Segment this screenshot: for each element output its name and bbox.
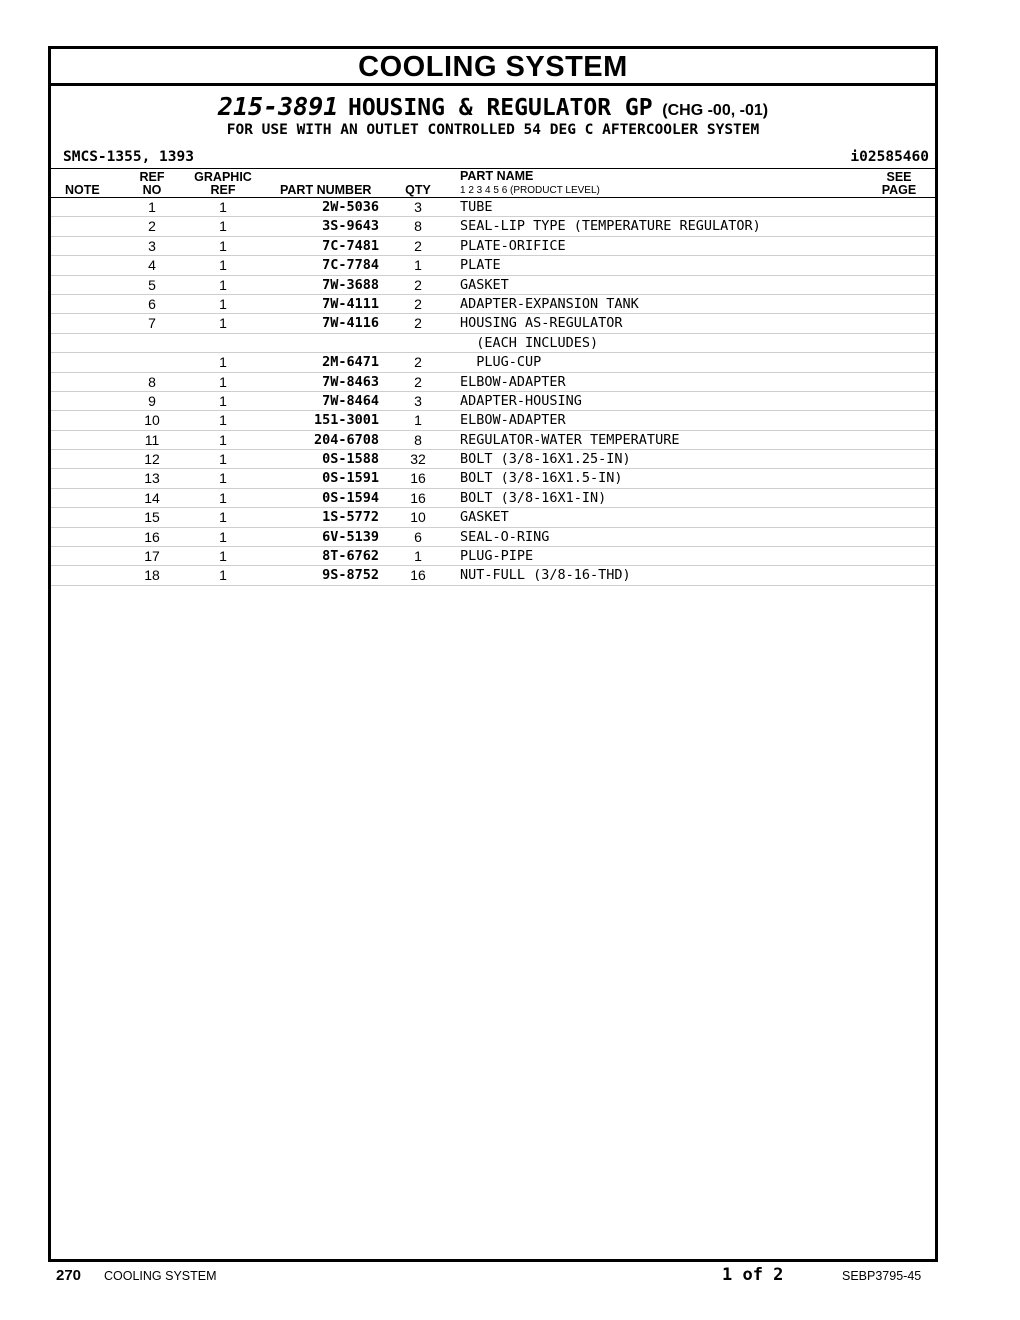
part-name-cell: SEAL-O-RING	[460, 528, 550, 545]
col-qty: QTY	[405, 183, 431, 197]
col-graphic-bottom: REF	[210, 183, 236, 197]
table-row	[51, 353, 935, 372]
illustration-id: i02585460	[850, 149, 929, 165]
part-number-cell: 151-3001	[313, 412, 379, 429]
ref-no-cell: 13	[144, 470, 160, 487]
part-number-cell: 2M-6471	[322, 354, 379, 371]
part-name-cell: HOUSING AS-REGULATOR	[460, 315, 623, 332]
table-row	[51, 528, 935, 547]
page-footer	[0, 1265, 1020, 1287]
group-change: (CHG -00, -01)	[662, 102, 769, 119]
qty-cell: 1	[414, 412, 422, 429]
ref-no-cell: 9	[148, 392, 156, 409]
graphic-ref-cell: 1	[219, 218, 227, 235]
ref-no-cell: 6	[148, 295, 156, 312]
group-subtitle: FOR USE WITH AN OUTLET CONTROLLED 54 DEG C AFTERCOOLER SYSTEM	[226, 122, 760, 138]
col-part-name: PART NAME	[460, 169, 534, 183]
qty-cell: 10	[410, 509, 426, 526]
qty-cell: 8	[414, 431, 422, 448]
table-row	[51, 547, 935, 566]
col-note: NOTE	[65, 183, 100, 197]
part-number-cell: 7W-8463	[322, 373, 379, 390]
part-number-cell: 0S-1594	[322, 489, 379, 506]
table-row	[51, 450, 935, 469]
graphic-ref-cell: 1	[219, 354, 227, 371]
part-number-cell: 8T-6762	[322, 548, 379, 565]
table-row	[51, 314, 935, 333]
table-row	[51, 217, 935, 236]
qty-cell: 32	[410, 451, 426, 468]
graphic-ref-cell: 1	[219, 451, 227, 468]
table-row	[51, 373, 935, 392]
table-row	[51, 276, 935, 295]
ref-no-cell: 16	[144, 528, 160, 545]
ref-no-cell: 1	[148, 199, 156, 215]
col-see-top: SEE	[886, 170, 912, 184]
col-product-levels: 1 2 3 4 5 6 (PRODUCT LEVEL)	[460, 185, 600, 196]
col-ref-bottom: NO	[142, 183, 162, 197]
meta-line	[51, 146, 935, 168]
part-name-cell: GASKET	[460, 276, 509, 293]
part-name-cell: ADAPTER-EXPANSION TANK	[460, 295, 639, 312]
smcs-code: SMCS-1355, 1393	[63, 149, 194, 165]
qty-cell: 1	[414, 257, 422, 274]
part-name-cell: BOLT (3/8-16X1.25-IN)	[460, 451, 631, 468]
part-name-cell: ADAPTER-HOUSING	[460, 392, 582, 409]
col-ref-top: REF	[139, 170, 165, 184]
part-number-cell: 0S-1588	[322, 451, 379, 468]
part-number-cell: 7W-4111	[322, 295, 379, 312]
part-number-cell: 7W-4116	[322, 315, 379, 332]
footer-page-number: 270	[56, 1267, 82, 1284]
qty-cell: 2	[414, 276, 422, 293]
ref-no-cell: 14	[144, 489, 160, 506]
ref-no-cell: 8	[148, 373, 156, 390]
qty-cell: 3	[414, 199, 422, 215]
graphic-ref-cell: 1	[219, 295, 227, 312]
part-number-cell: 7C-7784	[322, 257, 379, 274]
ref-no-cell: 7	[148, 315, 156, 332]
footer-section: COOLING SYSTEM	[104, 1269, 217, 1283]
ref-no-cell: 12	[144, 451, 160, 468]
qty-cell: 16	[410, 567, 426, 584]
section-title: COOLING SYSTEM	[51, 49, 935, 86]
part-number-cell: 3S-9643	[322, 218, 379, 235]
part-name-cell: BOLT (3/8-16X1.5-IN)	[460, 470, 623, 487]
qty-cell: 1	[414, 548, 422, 565]
table-row	[51, 392, 935, 411]
part-name-cell: PLATE-ORIFICE	[460, 237, 566, 254]
part-name-cell: (EACH INCLUDES)	[460, 334, 599, 351]
qty-cell: 3	[414, 392, 422, 409]
graphic-ref-cell: 1	[219, 373, 227, 390]
ref-no-cell: 4	[148, 257, 156, 274]
graphic-ref-cell: 1	[219, 567, 227, 584]
part-name-cell: GASKET	[460, 509, 509, 526]
table-row	[51, 237, 935, 256]
qty-cell: 8	[414, 218, 422, 235]
part-number-cell: 7C-7481	[322, 237, 379, 254]
part-number-cell: 9S-8752	[322, 567, 379, 584]
graphic-ref-cell: 1	[219, 528, 227, 545]
qty-cell: 16	[410, 489, 426, 506]
col-graphic-top: GRAPHIC	[194, 170, 252, 184]
table-row	[51, 566, 935, 585]
table-row	[51, 256, 935, 275]
part-name-cell: REGULATOR-WATER TEMPERATURE	[460, 431, 680, 448]
graphic-ref-cell: 1	[219, 470, 227, 487]
graphic-ref-cell: 1	[219, 257, 227, 274]
graphic-ref-cell: 1	[219, 315, 227, 332]
ref-no-cell: 2	[148, 218, 156, 235]
table-row	[51, 411, 935, 430]
group-title	[51, 94, 935, 120]
part-name-cell: ELBOW-ADAPTER	[460, 373, 566, 390]
part-number-cell: 2W-5036	[322, 199, 379, 215]
footer-doc-number: SEBP3795-45	[842, 1269, 922, 1283]
qty-cell: 16	[410, 470, 426, 487]
part-name-cell: PLUG-PIPE	[460, 548, 534, 565]
part-number-cell: 1S-5772	[322, 509, 379, 526]
graphic-ref-cell: 1	[219, 489, 227, 506]
part-name-cell: BOLT (3/8-16X1-IN)	[460, 489, 607, 506]
part-name-cell: NUT-FULL (3/8-16-THD)	[460, 567, 631, 584]
part-number-cell: 6V-5139	[322, 528, 379, 545]
part-name-cell: PLUG-CUP	[460, 354, 542, 371]
part-name-cell: SEAL-LIP TYPE (TEMPERATURE REGULATOR)	[460, 218, 761, 235]
part-number-cell: 0S-1591	[322, 470, 379, 487]
ref-no-cell: 5	[148, 276, 156, 293]
table-row	[51, 431, 935, 450]
footer-page-of: 1 of 2	[722, 1265, 784, 1285]
part-number-cell: 7W-3688	[322, 276, 379, 293]
ref-no-cell: 15	[144, 509, 160, 526]
graphic-ref-cell: 1	[219, 199, 227, 215]
group-part-number: 215-3891	[217, 92, 339, 121]
graphic-ref-cell: 1	[219, 548, 227, 565]
qty-cell: 2	[414, 237, 422, 254]
part-name-cell: PLATE	[460, 257, 501, 274]
ref-no-cell: 10	[144, 412, 160, 429]
col-part-number: PART NUMBER	[280, 183, 372, 197]
ref-no-cell: 17	[144, 548, 160, 565]
part-name-cell: ELBOW-ADAPTER	[460, 412, 566, 429]
ref-no-cell: 18	[144, 567, 160, 584]
part-number-cell: 204-6708	[313, 431, 379, 448]
part-number-cell: 7W-8464	[322, 392, 379, 409]
table-row	[51, 489, 935, 508]
col-see-bottom: PAGE	[881, 183, 917, 197]
qty-cell: 2	[414, 315, 422, 332]
ref-no-cell: 3	[148, 237, 156, 254]
graphic-ref-cell: 1	[219, 431, 227, 448]
group-name: HOUSING & REGULATOR GP	[347, 95, 653, 121]
table-row	[51, 469, 935, 488]
table-row	[51, 198, 935, 217]
table-row	[51, 295, 935, 314]
graphic-ref-cell: 1	[219, 509, 227, 526]
ref-no-cell: 11	[144, 431, 160, 448]
qty-cell: 2	[414, 373, 422, 390]
parts-table-body	[51, 198, 935, 586]
qty-cell: 2	[414, 295, 422, 312]
table-row	[51, 334, 935, 353]
parts-page-frame	[48, 46, 938, 1262]
graphic-ref-cell: 1	[219, 276, 227, 293]
part-name-cell: TUBE	[460, 199, 493, 215]
graphic-ref-cell: 1	[219, 392, 227, 409]
table-row	[51, 508, 935, 527]
qty-cell: 2	[414, 354, 422, 371]
graphic-ref-cell: 1	[219, 412, 227, 429]
table-header	[51, 168, 935, 198]
qty-cell: 6	[414, 528, 422, 545]
graphic-ref-cell: 1	[219, 237, 227, 254]
